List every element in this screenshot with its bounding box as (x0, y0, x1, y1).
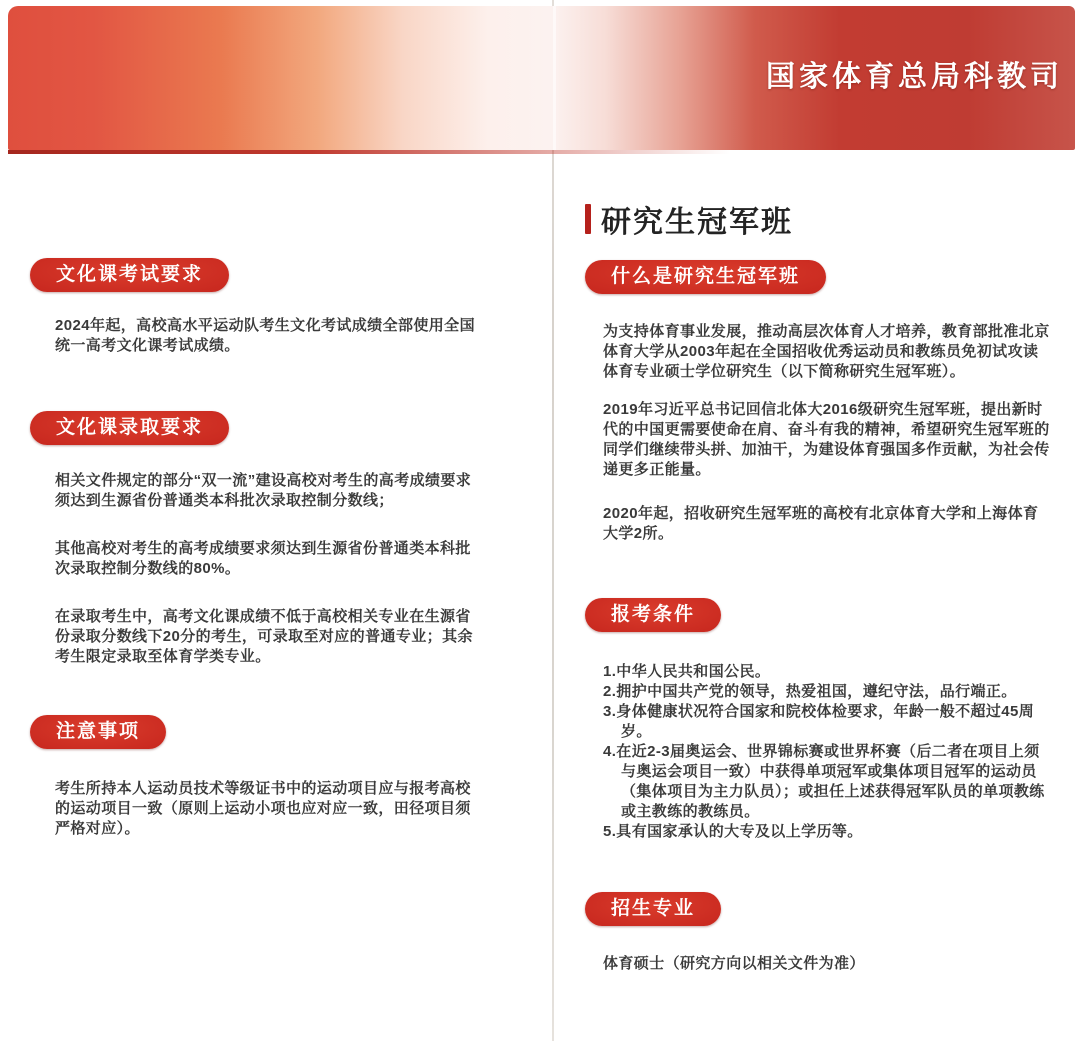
section-badge-culture-exam: 文化课考试要求 (30, 258, 229, 292)
list-item: 2.拥护中国共产党的领导，热爱祖国，遵纪守法，品行端正。 (603, 683, 1017, 700)
section-badge-majors: 招生专业 (585, 892, 721, 926)
section-badge-requirements: 报考条件 (585, 598, 721, 632)
list-item: 4.在近2-3届奥运会、世界锦标赛或世界杯赛（后二者在项目上须与奥运会项目一致）中获得单项冠军或集体项目冠军的运动员（集体项目为主力队员）；或担任上述获得冠军队员的单项教练或主教练的教练员。 (603, 743, 1045, 820)
list-item: 1.中华人民共和国公民。 (603, 663, 771, 680)
page-fold-line (552, 0, 554, 1041)
banner-fold-highlight (553, 6, 556, 150)
page-title: 研究生冠军班 (601, 206, 793, 239)
page-title-row (585, 202, 1053, 239)
banner-bottom-edge (8, 150, 768, 154)
paragraph: 为支持体育事业发展，推动高层次体育人才培养，教育部批准北京体育大学从2003年起在全国招收优秀运动员和教练员免初试攻读体育专业硕士学位研究生（以下简称研究生冠军班）。 (603, 323, 1050, 380)
right-page (585, 202, 1053, 974)
paragraph: 其他高校对考生的高考成绩要求须达到生源省份普通类本科批次录取控制分数线的80%。 (55, 540, 471, 577)
org-name-title: 国家体育总局科教司 (766, 61, 1064, 93)
paragraph: 考生所持本人运动员技术等级证书中的运动项目应与报考高校的运动项目一致（原则上运动小项也应对应一致，田径项目须严格对应）。 (55, 780, 471, 837)
section-badge-what-is: 什么是研究生冠军班 (585, 260, 826, 294)
header-banner (8, 6, 1075, 150)
paragraph: 2019年习近平总书记回信北体大2016级研究生冠军班，提出新时代的中国更需要使命在肩、奋斗有我的精神，希望研究生冠军班的同学们继续带头拼、加油干，为建设体育强国多作贡献，为社会传递更多正能量。 (603, 401, 1050, 478)
list-item: 5.具有国家承认的大专及以上学历等。 (603, 823, 863, 840)
list-item: 3.身体健康状况符合国家和院校体检要求，年龄一般不超过45周岁。 (603, 703, 1035, 740)
section-badge-notes: 注意事项 (30, 715, 166, 749)
requirements-list (603, 662, 1053, 842)
paragraph: 体育硕士（研究方向以相关文件为准） (603, 955, 865, 972)
paragraph: 相关文件规定的部分“双一流”建设高校对考生的高考成绩要求须达到生源省份普通类本科批次录取控制分数线； (55, 472, 472, 509)
paragraph: 2024年起，高校高水平运动队考生文化考试成绩全部使用全国统一高考文化课考试成绩。 (55, 317, 475, 354)
paragraph: 在录取考生中，高考文化课成绩不低于高校相关专业在生源省份录取分数线下20分的考生，可录取至对应的普通专业；其余考生限定录取至体育学类专业。 (55, 608, 473, 665)
left-page (30, 258, 512, 839)
paragraph: 2020年起，招收研究生冠军班的高校有北京体育大学和上海体育大学2所。 (603, 505, 1039, 542)
title-accent-bar (585, 204, 591, 234)
section-badge-culture-admission: 文化课录取要求 (30, 411, 229, 445)
